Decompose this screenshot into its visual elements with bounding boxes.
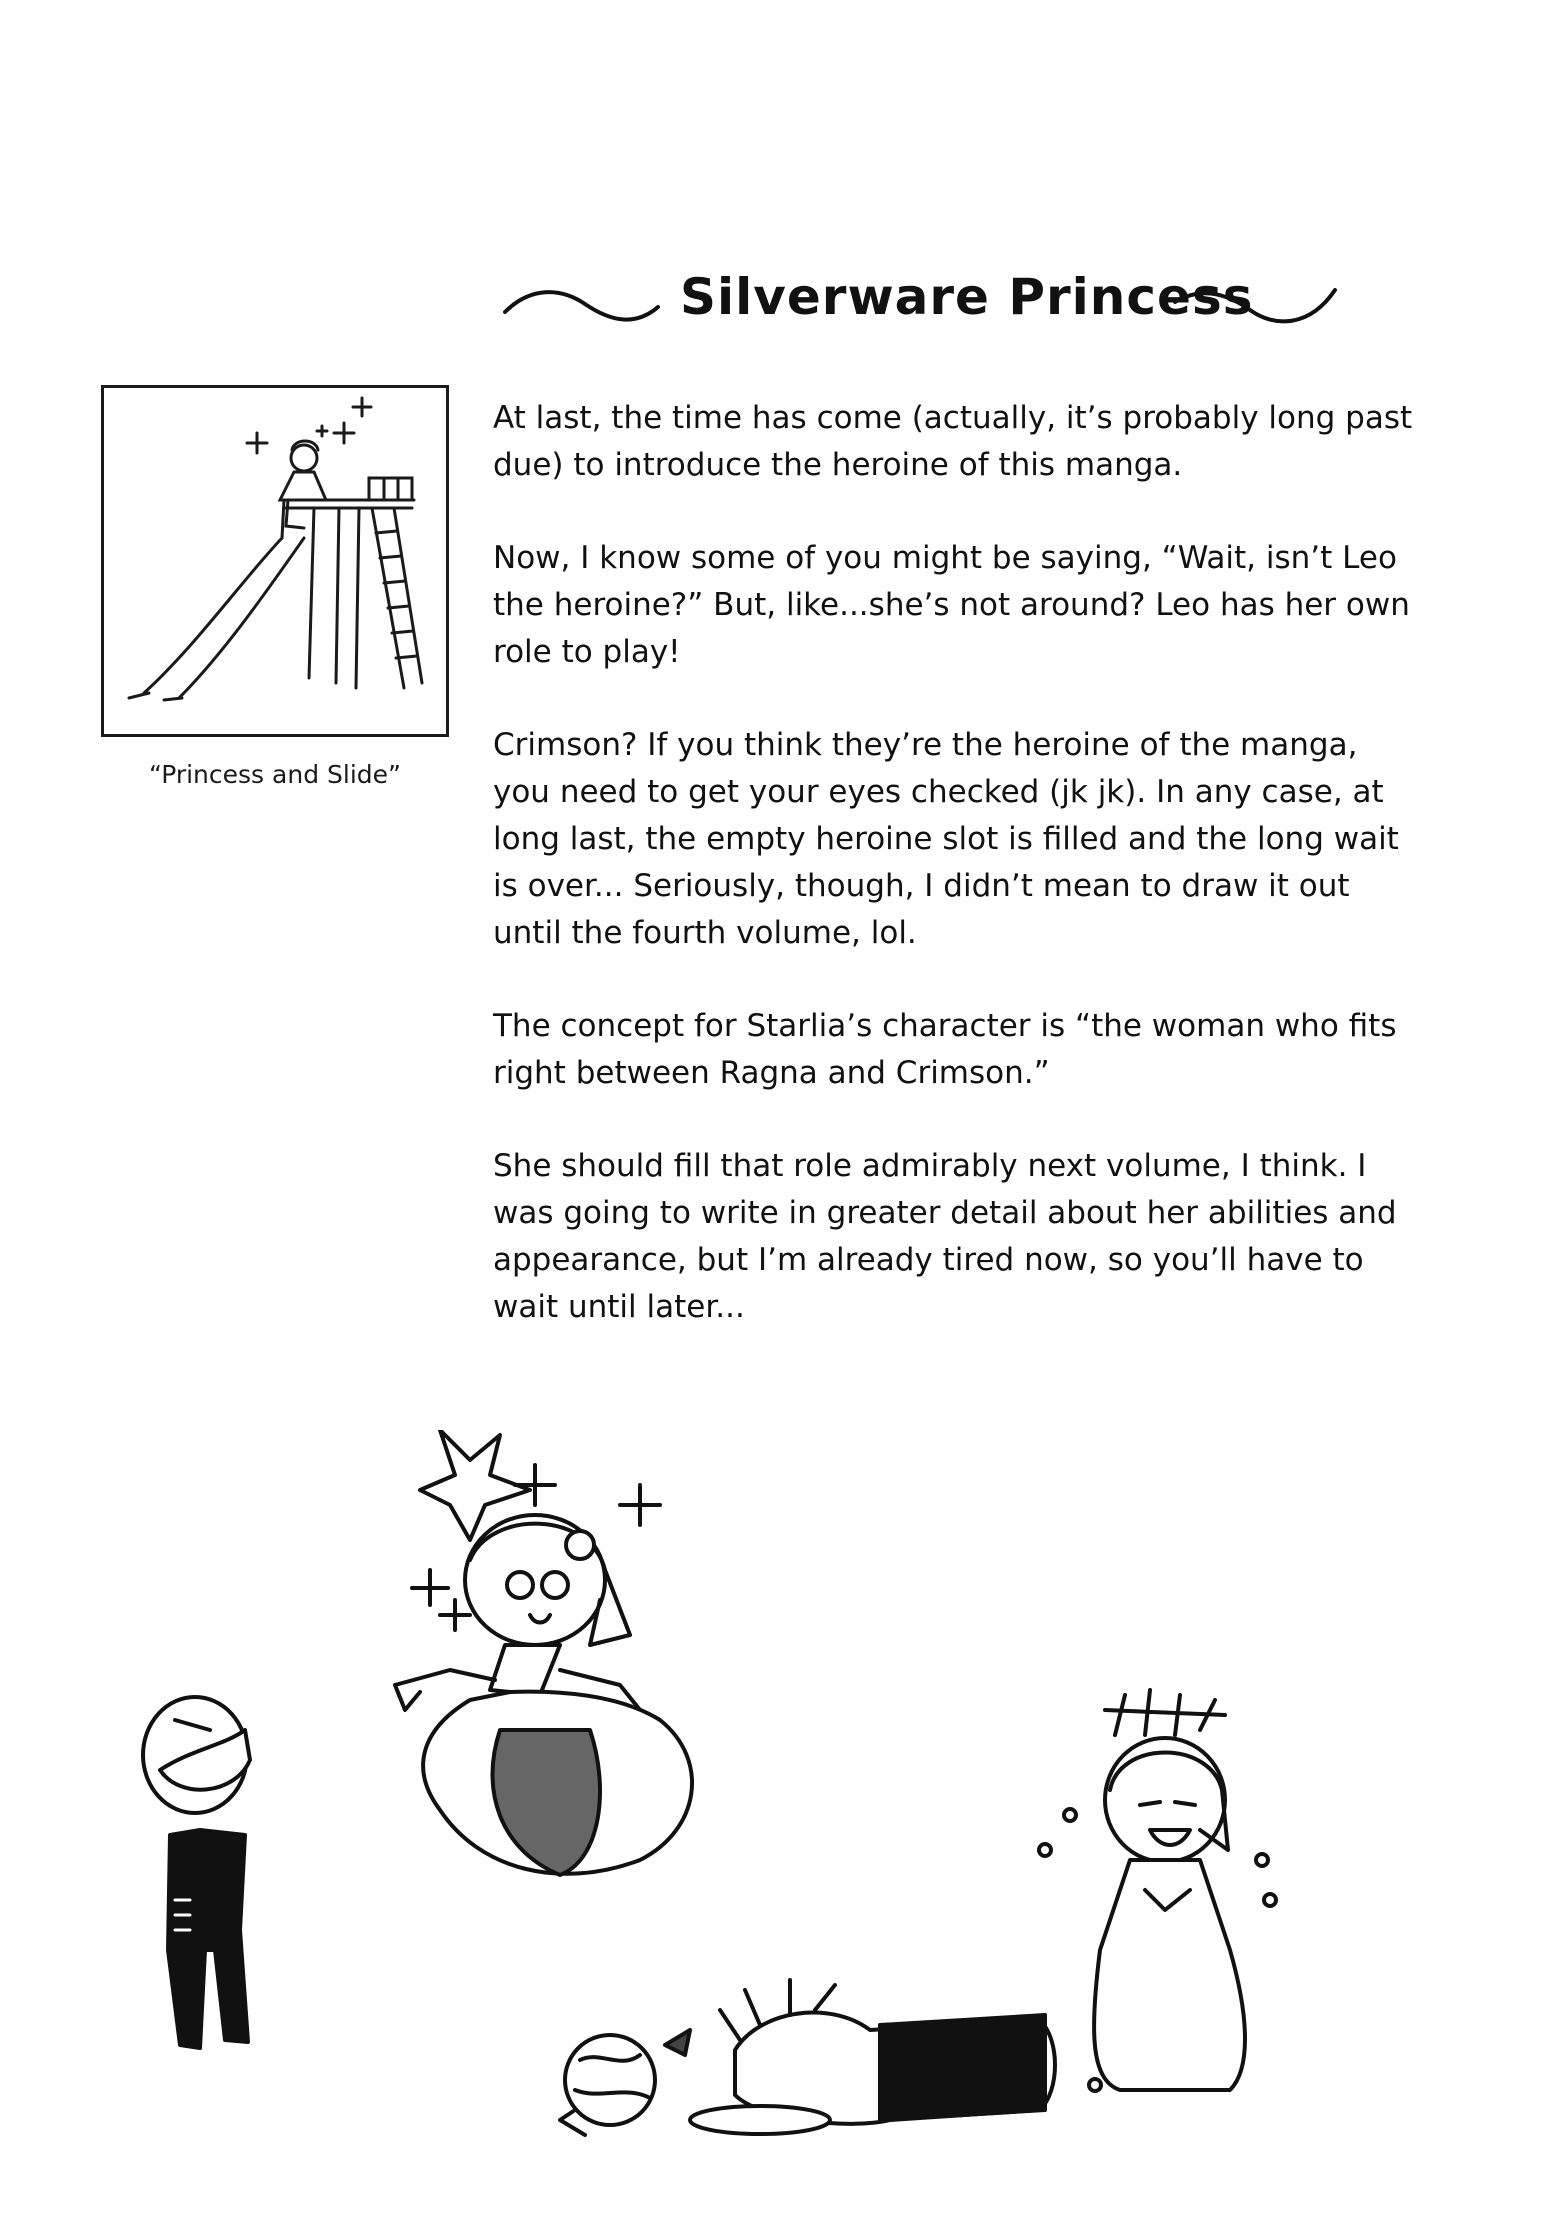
page-title: Silverware Princess bbox=[680, 268, 1254, 326]
right-swash-ornament bbox=[1170, 282, 1340, 332]
body-text bbox=[493, 395, 1413, 1377]
paragraph: Now, I know some of you might be saying, “Wait, isn’t Leo the heroine?” But, like...she’s not around? Leo has her own role to play! bbox=[493, 540, 1410, 670]
crying-character bbox=[1039, 1690, 1276, 2091]
paragraph: Crimson? If you think they’re the heroine of the manga, you need to get your eyes checked (jk jk). In any case, at long last, the empty heroine slot is filled and the long wait is over... Seriously, though, I didn’t mean to draw it out until the fourth volume, lol. bbox=[493, 727, 1399, 951]
paragraph: The concept for Starlia’s character is “the woman who fits right between Ragna and Crimson.” bbox=[493, 1008, 1397, 1091]
paragraph: At last, the time has come (actually, it’s probably long past due) to introduce the heroine of this manga. bbox=[493, 400, 1413, 483]
left-swash-ornament bbox=[500, 282, 660, 332]
paragraph: She should fill that role admirably next volume, I think. I was going to write in greater detail about her abilities and appearance, but I’m already tired now, so you’ll have to wait until later... bbox=[493, 1148, 1397, 1325]
illustration-caption: “Princess and Slide” bbox=[149, 760, 401, 789]
jumping-princess bbox=[395, 1430, 692, 1875]
slide-illustration-frame bbox=[101, 385, 449, 737]
chibi-characters-illustration bbox=[0, 1430, 1561, 2150]
princess-on-slide-drawing bbox=[104, 388, 446, 734]
fallen-character bbox=[560, 1980, 1055, 2135]
section-heading bbox=[500, 262, 1340, 352]
masked-character bbox=[143, 1697, 250, 2048]
